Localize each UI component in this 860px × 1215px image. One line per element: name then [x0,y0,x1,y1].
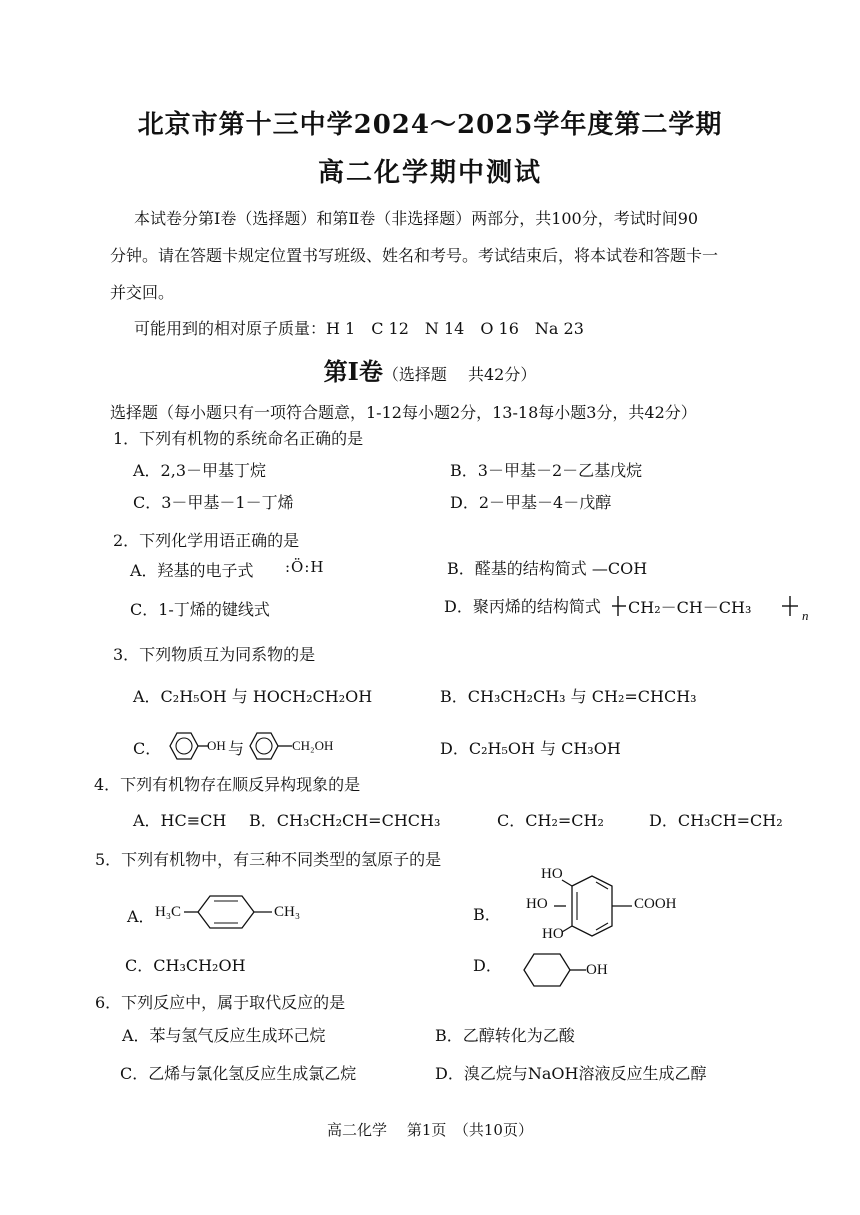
q3c-oh-label: OH [207,738,226,753]
q4-option-c: C．CH₂=CH₂ [497,811,604,830]
cyclohexanol-ring-icon [520,950,594,990]
q6-option-b: B．乙醇转化为乙酸 [435,1026,575,1045]
q5-option-d: D． [473,956,502,975]
q3c-ch2oh-label: CH₂OH [292,738,334,753]
q3-option-b: B．CH₃CH₂CH₃ 与 CH₂=CHCH₃ [440,687,697,706]
intro-line-1: 本试卷分第Ⅰ卷（选择题）和第Ⅱ卷（非选择题）两部分，共100分，考试时间90 [134,209,699,228]
question-4-stem: 4．下列有机物存在顺反异构现象的是 [94,775,361,794]
q4-option-b: B．CH₃CH₂CH=CHCH₃ [249,811,441,830]
q5b-ho-bot: HO [542,926,564,942]
q2-option-a: A．羟基的电子式 [130,561,254,580]
q1-option-c: C．3－甲基－1－丁烯 [133,493,294,512]
q5-option-b: B． [473,905,501,924]
page-subtitle: 高二化学期中测试 [317,158,542,188]
question-3-stem: 3．下列物质互为同系物的是 [113,645,316,664]
q4-option-a: A．HC≡CH [133,811,227,830]
q3-option-d: D．C₂H₅OH 与 CH₃OH [440,739,621,758]
benzene-ring-icon [160,724,210,768]
section-heading [0,352,860,387]
q1-option-b: B．3－甲基－2－乙基戊烷 [450,461,643,480]
q3c-with: 与 [228,739,245,758]
gallic-acid-ring-icon [548,872,648,942]
section-note: （选择题 共42分） [382,365,537,384]
q2-option-d: D．聚丙烯的结构简式 [444,597,601,616]
q5b-ho-mid: HO [526,896,548,912]
para-xylene-ring-icon [184,890,280,934]
intro-line-2: 分钟。请在答题卡规定位置书写班级、姓名和考号。考试结束后，将本试卷和答题卡一 [110,246,719,265]
section-instruction: 选择题（每小题只有一项符合题意，1-12每小题2分，13-18每小题3分，共42分） [110,403,697,422]
question-2-stem: 2．下列化学用语正确的是 [113,531,300,550]
page-footer: 高二化学 第1页 （共10页） [327,1121,533,1139]
q1-option-d: D．2－甲基－4－戊醇 [450,493,612,512]
q5-option-a: A． [127,907,155,926]
q1-option-a: A．2,3－甲基丁烷 [133,461,267,480]
svg-text:n: n [802,608,809,622]
hydroxyl-electron-formula: :Ö:H [285,558,325,576]
benzene-ring-icon [246,724,296,768]
page-title: 北京市第十三中学2024～2025学年度第二学期 [137,110,723,140]
q4-option-d: D．CH₃CH=CH₂ [649,811,783,830]
q6-option-d: D．溴乙烷与NaOH溶液反应生成乙醇 [435,1064,707,1083]
q5a-ch3-label: CH₃ [274,904,301,920]
question-1-stem: 1．下列有机物的系统命名正确的是 [113,429,364,448]
question-5-stem: 5．下列有机物中，有三种不同类型的氢原子的是 [95,850,442,869]
q2-option-b: B．醛基的结构简式 —COH [447,559,648,578]
q5-option-c: C．CH₃CH₂OH [125,956,246,975]
atomic-mass-line: 可能用到的相对原子质量：H 1 C 12 N 14 O 16 Na 23 [134,319,584,338]
q5b-cooh-label: COOH [634,896,677,912]
q3-option-a: A．C₂H₅OH 与 HOCH₂CH₂OH [133,687,373,706]
q5a-h3c-label: H₃C [155,904,182,920]
section-title: 第Ⅰ卷 [323,357,383,386]
q5d-oh-label: OH [586,962,608,978]
q6-option-a: A．苯与氢气反应生成环己烷 [122,1026,326,1045]
question-6-stem: 6．下列反应中，属于取代反应的是 [95,993,346,1012]
polypropylene-formula-text: CH₂－CH－CH₃ [628,598,752,617]
q3-option-c: C． [133,739,162,758]
q2-option-c: C．1-丁烯的键线式 [130,600,270,619]
intro-line-3: 并交回。 [110,283,175,302]
q5b-ho-top: HO [541,866,563,882]
q6-option-c: C．乙烯与氯化氢反应生成氯乙烷 [120,1064,357,1083]
